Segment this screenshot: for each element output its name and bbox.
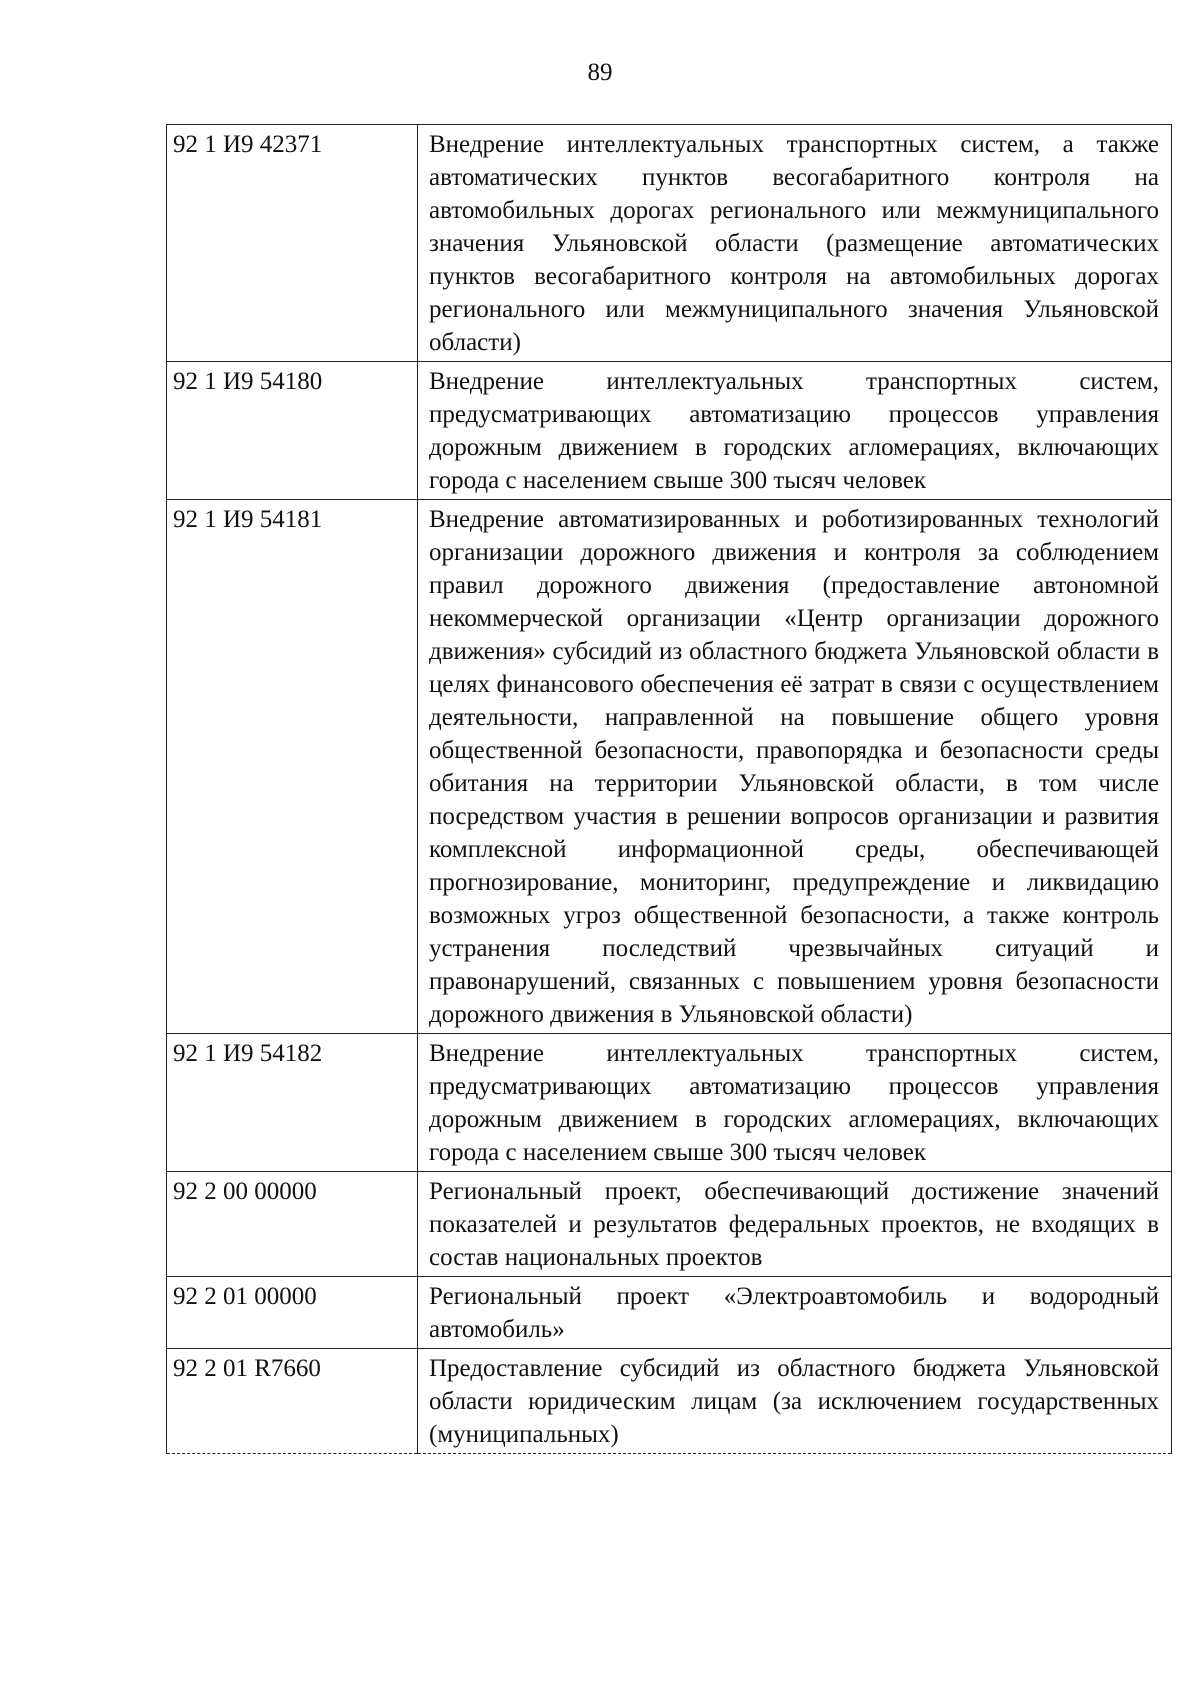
table-row [167,362,1172,500]
table-row [167,1277,1172,1349]
row-code: 92 2 01 00000 [167,1277,418,1349]
row-description: Предоставление субсидий из областного бюджета Ульяновской области юридическим лицам (за исключением государственных (муниципальных) [418,1349,1172,1454]
row-code: 92 1 И9 54180 [167,362,418,500]
table-row [167,1349,1172,1454]
table-row [167,1034,1172,1172]
row-description: Внедрение автоматизированных и роботизированных технологий организации дорожного движения и контроля за соблюдением правил дорожного движения (предоставление автономной некоммерческой организации «Центр организации дорожного движения» субсидий из областного бюджета Ульяновской области в целях финансового обеспечения её затрат в связи с осуществлением деятельности, направленной на повышение общего уровня общественной безопасности, правопорядка и безопасности среды обитания на территории Ульяновской области, в том числе посредством участия в решении вопросов организации и развития комплексной информационной среды, обеспечивающей прогнозирование, мониторинг, предупреждение и ликвидацию возможных угроз общественной безопасности, а также контроль устранения последствий чрезвычайных ситуаций и правонарушений, связанных с повышением уровня безопасности дорожного движения в Ульяновской области) [418,500,1172,1034]
row-code: 92 1 И9 54182 [167,1034,418,1172]
table-row [167,500,1172,1034]
table-row [167,1172,1172,1277]
row-code: 92 1 И9 54181 [167,500,418,1034]
row-description: Внедрение интеллектуальных транспортных систем, предусматривающих автоматизацию процессов управления дорожным движением в городских агломерациях, включающих города с населением свыше 300 тысяч человек [418,1034,1172,1172]
classification-table [166,124,1172,1454]
row-description: Региональный проект «Электроавтомобиль и водородный автомобиль» [418,1277,1172,1349]
table-row [167,125,1172,362]
row-code: 92 1 И9 42371 [167,125,418,362]
row-description: Внедрение интеллектуальных транспортных систем, предусматривающих автоматизацию процессов управления дорожным движением в городских агломерациях, включающих города с населением свыше 300 тысяч человек [418,362,1172,500]
row-description: Региональный проект, обеспечивающий достижение значений показателей и результатов федеральных проектов, не входящих в состав национальных проектов [418,1172,1172,1277]
row-code: 92 2 00 00000 [167,1172,418,1277]
row-code: 92 2 01 R7660 [167,1349,418,1454]
page-number: 89 [587,59,613,86]
row-description: Внедрение интеллектуальных транспортных систем, а также автоматических пунктов весогабаритного контроля на автомобильных дорогах регионального или межмуниципального значения Ульяновской области (размещение автоматических пунктов весогабаритного контроля на автомобильных дорогах регионального или межмуниципального значения Ульяновской области) [418,125,1172,362]
